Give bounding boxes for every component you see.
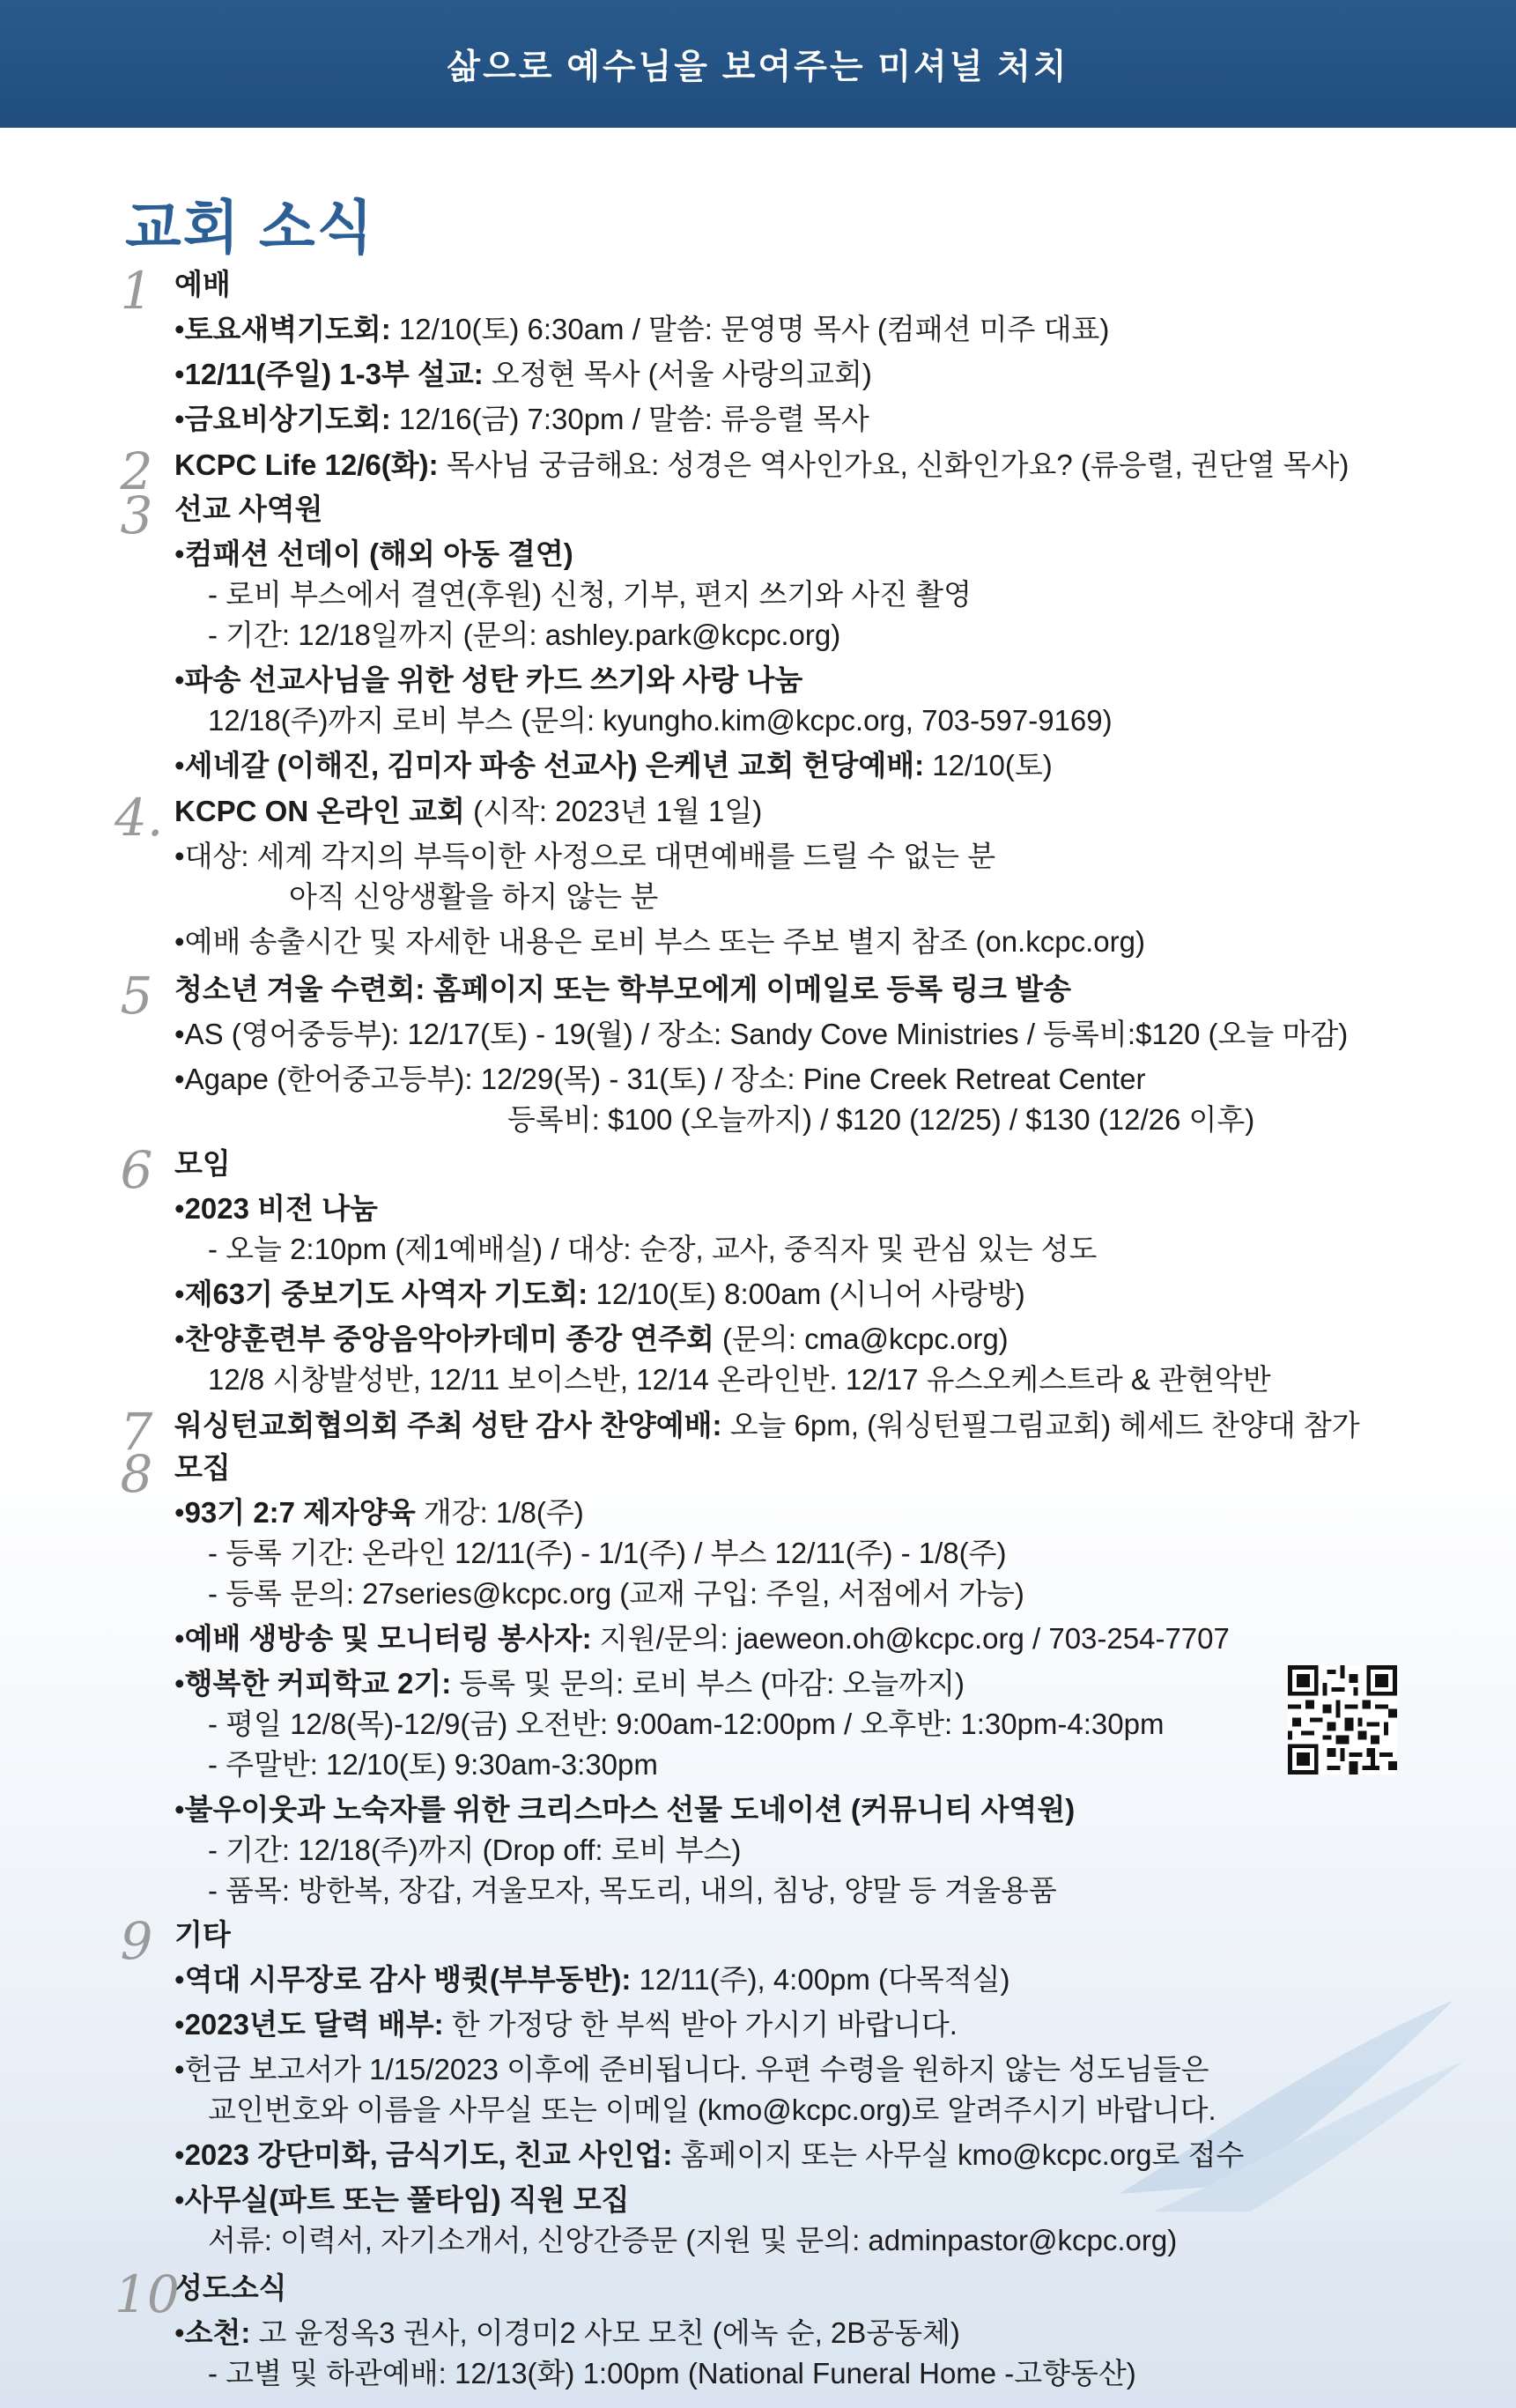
sub-item-text: - 평일 12/8(목)-12/9(금) 오전반: 9:00am-12:00pm / 오후반: 1:30pm-4:30pm bbox=[208, 1708, 1165, 1740]
news-list bbox=[0, 261, 1516, 2394]
continuation-text: 12/8 시창발성반, 12/11 보이스반, 12/14 온라인반. 12/17 유스오케스트라 & 관현악반 bbox=[208, 1363, 1271, 1396]
bullet-item bbox=[174, 1493, 1516, 1533]
bullet-icon: • bbox=[174, 1793, 185, 1826]
item-text: 헌금 보고서가 1/15/2023 이후에 준비됩니다. 우편 수령을 원하지 않는 성도님들은 bbox=[184, 2053, 1209, 2086]
bullet-icon: • bbox=[174, 1278, 185, 1310]
continuation-line bbox=[174, 2090, 1516, 2130]
section-heading bbox=[174, 1915, 1516, 1955]
continuation-line bbox=[174, 2220, 1516, 2261]
item-text: 12/16(금) 7:30pm / 말씀: 류응렬 목사 bbox=[390, 403, 869, 435]
section-bold-text: 청소년 겨울 수련회: 홈페이지 또는 학부모에게 이메일로 등록 링크 발송 bbox=[174, 973, 1071, 1005]
bullet-icon: • bbox=[174, 403, 185, 435]
bullet-item bbox=[174, 2180, 1516, 2220]
page-title: 교회 소식 bbox=[125, 195, 375, 260]
bullet-icon: • bbox=[174, 1063, 185, 1095]
bullet-item bbox=[174, 534, 1516, 574]
bullet-item bbox=[174, 1789, 1516, 1830]
item-bold-text: 제63기 중보기도 사역자 기도회: bbox=[184, 1278, 588, 1310]
section-text: (시작: 2023년 1월 1일) bbox=[464, 795, 763, 827]
bullet-icon: • bbox=[174, 1323, 185, 1355]
bullet-item bbox=[174, 1960, 1516, 2000]
section-number: 4. bbox=[115, 788, 164, 848]
sub-item bbox=[174, 1574, 1516, 1614]
bullet-item bbox=[174, 2313, 1516, 2353]
continuation-text: 아직 신앙생활을 하지 않는 분 bbox=[289, 880, 659, 913]
item-bold-text: 금요비상기도회: bbox=[184, 403, 391, 435]
item-text: (문의: cma@kcpc.org) bbox=[714, 1323, 1009, 1355]
bullet-icon: • bbox=[174, 2138, 185, 2171]
item-bold-text: 세네갈 (이해진, 김미자 파송 선교사) 은케년 교회 헌당예배: bbox=[184, 749, 925, 782]
continuation-line bbox=[174, 877, 1516, 917]
bullet-icon: • bbox=[174, 1496, 185, 1529]
sub-item bbox=[174, 1229, 1516, 1270]
banner-text: 삶으로 예수님을 보여주는 미셔널 처치 bbox=[447, 48, 1069, 86]
section-heading bbox=[174, 969, 1516, 1010]
item-text: 12/11(주), 4:00pm (다목적실) bbox=[631, 1963, 1010, 1996]
sub-item-text: - 기간: 12/18일까지 (문의: ashley.park@kcpc.org) bbox=[208, 619, 841, 651]
section-number: 6 bbox=[120, 1140, 153, 1200]
item-text: 홈페이지 또는 사무실 kmo@kcpc.org로 접수 bbox=[672, 2138, 1245, 2171]
item-text: 12/10(토) 6:30am / 말씀: 문영명 목사 (컴패션 미주 대표) bbox=[390, 313, 1110, 345]
sub-item-text: - 주말반: 12/10(토) 9:30am-3:30pm bbox=[208, 1748, 658, 1781]
item-text: 등록 및 문의: 로비 부스 (마감: 오늘까지) bbox=[451, 1667, 965, 1700]
sub-item bbox=[174, 1830, 1516, 1871]
bullet-item bbox=[174, 922, 1516, 962]
section-number: 8 bbox=[120, 1444, 153, 1504]
section-title: 성도소식 bbox=[174, 2271, 287, 2304]
sub-item-text: - 고별 및 하관예배: 12/13(화) 1:00pm (National Funeral Home -고향동산) bbox=[208, 2357, 1136, 2389]
bullet-icon: • bbox=[174, 2316, 185, 2349]
bullet-item bbox=[174, 399, 1516, 440]
sub-item bbox=[174, 615, 1516, 656]
bullet-item bbox=[174, 354, 1516, 395]
item-text: 개강: 1/8(주) bbox=[415, 1496, 584, 1529]
section-text: 오늘 6pm, (워싱턴필그림교회) 헤세드 찬양대 참가 bbox=[721, 1409, 1360, 1441]
section-number: 3 bbox=[120, 485, 153, 545]
bullet-item bbox=[174, 309, 1516, 350]
sub-item bbox=[174, 1533, 1516, 1574]
item-bold-text: 예배 생방송 및 모니터링 봉사자: bbox=[184, 1622, 592, 1655]
item-bold-text: 컴패션 선데이 (해외 아동 결연) bbox=[184, 537, 573, 570]
bullet-item bbox=[174, 2135, 1516, 2175]
bullet-item bbox=[174, 1189, 1516, 1229]
bullet-icon: • bbox=[174, 2053, 185, 2086]
section-9 bbox=[0, 1911, 1516, 2261]
section-6 bbox=[0, 1140, 1516, 1400]
item-bold-text: 행복한 커피학교 2기: bbox=[184, 1667, 452, 1700]
bullet-item bbox=[174, 745, 1516, 786]
bullet-icon: • bbox=[174, 1192, 185, 1225]
sub-item-text: - 품목: 방한복, 장갑, 겨울모자, 목도리, 내의, 침낭, 양말 등 겨울용품 bbox=[208, 1874, 1057, 1907]
section-number: 7 bbox=[120, 1402, 153, 1462]
bullet-icon: • bbox=[174, 2008, 185, 2041]
section-heading bbox=[174, 1144, 1516, 1184]
bullet-icon: • bbox=[174, 358, 185, 390]
bullet-item bbox=[174, 660, 1516, 700]
bullet-item bbox=[174, 1619, 1516, 1659]
section-title: 선교 사역원 bbox=[174, 493, 323, 525]
item-text: 고 윤정옥3 권사, 이경미2 사모 모친 (에녹 순, 2B공동체) bbox=[250, 2316, 960, 2349]
item-text: 지원/문의: jaeweon.oh@kcpc.org / 703-254-7707 bbox=[591, 1622, 1230, 1655]
item-bold-text: 불우이웃과 노숙자를 위한 크리스마스 선물 도네이션 (커뮤니티 사역원) bbox=[184, 1793, 1076, 1826]
bullet-icon: • bbox=[174, 1963, 185, 1996]
sub-item bbox=[174, 574, 1516, 615]
continuation-text: 교인번호와 이름을 사무실 또는 이메일 (kmo@kcpc.org)로 알려주시기 바랍니다. bbox=[208, 2093, 1216, 2126]
section-heading bbox=[174, 791, 1516, 832]
item-bold-text: 2023 강단미화, 금식기도, 친교 사인업: bbox=[184, 2138, 673, 2171]
bullet-item bbox=[174, 1014, 1516, 1055]
section-5 bbox=[0, 966, 1516, 1140]
qr-code-icon[interactable] bbox=[1288, 1665, 1397, 1775]
item-bold-text: 소천: bbox=[184, 2316, 251, 2349]
section-3 bbox=[0, 485, 1516, 786]
section-text: 목사님 궁금해요: 성경은 역사인가요, 신화인가요? (류응렬, 권단열 목사) bbox=[438, 448, 1350, 481]
item-text: 오정현 목사 (서울 사랑의교회) bbox=[483, 358, 872, 390]
section-bold-text: KCPC Life 12/6(화): bbox=[174, 448, 439, 481]
section-title: 예배 bbox=[174, 268, 231, 300]
continuation-line bbox=[174, 700, 1516, 741]
bullet-item bbox=[174, 2004, 1516, 2045]
item-text: 한 가정당 한 부씩 받아 가시기 바랍니다. bbox=[443, 2008, 958, 2041]
continuation-text: 등록비: $100 (오늘까지) / $120 (12/25) / $130 (12/26 이후) bbox=[507, 1103, 1255, 1136]
sub-item-text: - 로비 부스에서 결연(후원) 신청, 기부, 편지 쓰기와 사진 촬영 bbox=[208, 578, 972, 611]
sub-item bbox=[174, 1871, 1516, 1911]
item-bold-text: 사무실(파트 또는 풀타임) 직원 모집 bbox=[184, 2183, 630, 2216]
section-title: 모임 bbox=[174, 1147, 231, 1180]
item-bold-text: 토요새벽기도회: bbox=[184, 313, 391, 345]
item-bold-text: 파송 선교사님을 위한 성탄 카드 쓰기와 사랑 나눔 bbox=[184, 663, 803, 696]
bullet-item bbox=[174, 1059, 1516, 1100]
header-banner bbox=[0, 0, 1516, 128]
section-heading bbox=[174, 1448, 1516, 1488]
bullet-icon: • bbox=[174, 663, 185, 696]
sub-item-text: - 등록 문의: 27series@kcpc.org (교재 구입: 주일, 서점에서 가능) bbox=[208, 1577, 1024, 1610]
continuation-text: 12/18(주)까지 로비 부스 (문의: kyungho.kim@kcpc.org, 703-597-9169) bbox=[208, 704, 1113, 737]
item-text: Agape (한어중고등부): 12/29(목) - 31(토) / 장소: Pine Creek Retreat Center bbox=[184, 1063, 1146, 1095]
section-number: 10 bbox=[115, 2264, 180, 2324]
bullet-item bbox=[174, 1274, 1516, 1315]
item-text: 예배 송출시간 및 자세한 내용은 로비 부스 또는 주보 별지 참조 (on.kcpc.org) bbox=[184, 925, 1145, 958]
bullet-item bbox=[174, 1319, 1516, 1360]
bullet-icon: • bbox=[174, 925, 185, 958]
bullet-icon: • bbox=[174, 1667, 185, 1700]
continuation-line bbox=[174, 1360, 1516, 1400]
section-number: 5 bbox=[120, 966, 153, 1026]
sub-item bbox=[174, 2353, 1516, 2394]
sub-item-text: - 기간: 12/18(주)까지 (Drop off: 로비 부스) bbox=[208, 1834, 742, 1866]
item-bold-text: 2023년도 달력 배부: bbox=[184, 2008, 444, 2041]
item-bold-text: 12/11(주일) 1-3부 설교: bbox=[184, 358, 484, 390]
bullet-item bbox=[174, 836, 1516, 877]
item-bold-text: 찬양훈련부 중앙음악아카데미 종강 연주회 bbox=[184, 1323, 714, 1355]
section-bold-text: 워싱턴교회협의회 주최 성탄 감사 찬양예배: bbox=[174, 1409, 722, 1441]
sub-item-text: - 오늘 2:10pm (제1예배실) / 대상: 순장, 교사, 중직자 및 관심 있는 성도 bbox=[208, 1233, 1098, 1265]
continuation-text: 서류: 이력서, 자기소개서, 신앙간증문 (지원 및 문의: adminpastor@kcpc.org) bbox=[208, 2224, 1178, 2256]
section-number: 2 bbox=[120, 441, 153, 501]
sub-item-text: - 등록 기간: 온라인 12/11(주) - 1/1(주) / 부스 12/11(주) - 1/8(주) bbox=[208, 1537, 1007, 1569]
bullet-icon: • bbox=[174, 1018, 185, 1050]
bullet-icon: • bbox=[174, 749, 185, 782]
bullet-icon: • bbox=[174, 537, 185, 570]
section-title: 모집 bbox=[174, 1451, 231, 1484]
section-4 bbox=[0, 788, 1516, 962]
item-text: 대상: 세계 각지의 부득이한 사정으로 대면예배를 드릴 수 없는 분 bbox=[184, 840, 996, 872]
section-2 bbox=[0, 441, 1516, 501]
section-heading bbox=[174, 264, 1516, 305]
section-heading bbox=[174, 2268, 1516, 2308]
section-7 bbox=[0, 1402, 1516, 1462]
bullet-icon: • bbox=[174, 840, 185, 872]
section-heading bbox=[174, 1405, 1516, 1446]
section-1 bbox=[0, 261, 1516, 440]
bullet-icon: • bbox=[174, 1622, 185, 1655]
section-heading bbox=[174, 489, 1516, 530]
section-number: 9 bbox=[120, 1911, 153, 1971]
section-title: 기타 bbox=[174, 1918, 231, 1951]
item-bold-text: 역대 시무장로 감사 뱅큇(부부동반): bbox=[184, 1963, 632, 1996]
item-bold-text: 93기 2:7 제자양육 bbox=[184, 1496, 416, 1529]
section-10 bbox=[0, 2264, 1516, 2394]
section-bold-text: KCPC ON 온라인 교회 bbox=[174, 795, 465, 827]
section-heading bbox=[174, 445, 1516, 485]
item-text: 12/10(토) 8:00am (시니어 사랑방) bbox=[588, 1278, 1025, 1310]
item-text: AS (영어중등부): 12/17(토) - 19(월) / 장소: Sandy Cove Ministries / 등록비:$120 (오늘 마감) bbox=[184, 1018, 1349, 1050]
bullet-icon: • bbox=[174, 313, 185, 345]
bullet-item bbox=[174, 2049, 1516, 2090]
item-text: 12/10(토) bbox=[924, 749, 1053, 782]
section-number: 1 bbox=[120, 261, 153, 321]
bullet-icon: • bbox=[174, 2183, 185, 2216]
item-bold-text: 2023 비전 나눔 bbox=[184, 1192, 378, 1225]
continuation-line bbox=[174, 1100, 1516, 1140]
